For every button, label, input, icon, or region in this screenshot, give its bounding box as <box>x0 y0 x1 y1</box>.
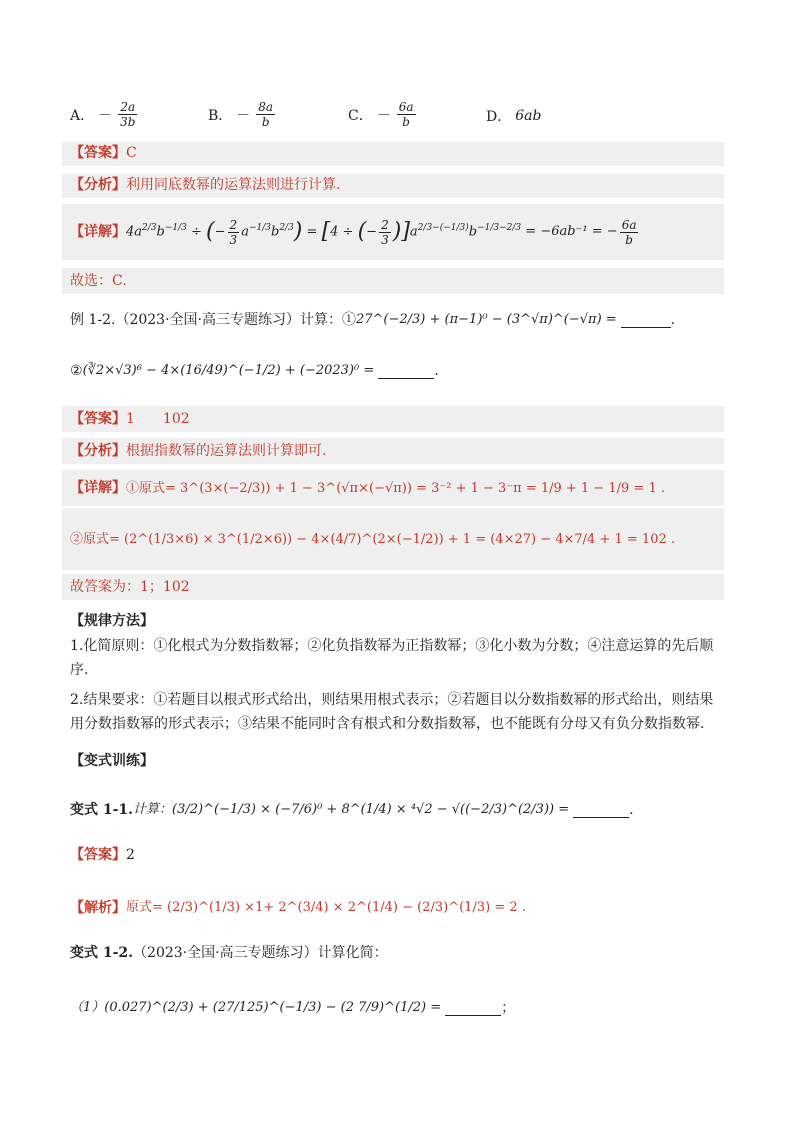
variant-1-1-answer: 【答案】2 <box>70 847 135 863</box>
answer-line-2: 【答案】1 102 <box>62 406 724 432</box>
option-b: B． － $\frac{8a}{b}$ <box>208 100 274 129</box>
answer-line: 【答案】C <box>62 142 724 166</box>
answer-blank-2[interactable] <box>378 364 434 379</box>
answer-blank-3[interactable] <box>573 803 629 818</box>
example-1-2: 例 1-2.（2023·全国·高三专题练习）计算：① 27^(−2/3) + (π−1)⁰ − (3^√π)^(−√π) = . <box>70 312 676 328</box>
variant-1-1-solution: 【解析】 原式= (2/3)^(1/3) ×1+ 2^(3/4) × 2^(1/4) − (2/3)^(1/3) = 2 . <box>70 900 526 916</box>
answer-blank-4[interactable] <box>445 1001 501 1016</box>
analysis-line-2: 【分析】根据指数幂的运算法则计算即可. <box>62 438 724 464</box>
rules-p1: 1.化简原则：①化根式为分数指数幂；②化负指数幂为正指数幂；③化小数为分数；④注意运算的先后顺序. <box>70 638 714 678</box>
variant-1-1: 变式 1-1. 计算：(3/2)^(−1/3) × (−7/6)⁰ + 8^(1/4) × ⁴√2 − √((−2/3)^(2/3)) = . <box>70 802 634 818</box>
detail-line: 【详解】 $4a^{2/3}b^{-1/3}$ ÷ (− $\frac{2}{3}$ $a^{-1/3}b^{2/3}) = [4$ ÷ (− $\frac{2}{3}$ )]$a^{2/3-(-1/3)}b^{-1/3-2/3}$ = −6ab⁻¹ = − $\frac{6a}{b}$ <box>62 204 724 260</box>
variant-1-2: 变式 1-2.（2023·全国·高三专题练习）计算化简： <box>70 945 388 961</box>
conclusion-line-2: 故答案为：1；102 <box>62 574 724 600</box>
rules-p2: 2.结果要求：①若题目以根式形式给出，则结果用根式表示；②若题目以分数指数幂的形式给出，则结果用分数指数幂的形式表示；③结果不能同时含有根式和分数指数幂，也不能既有分母又有负分数指数幂. <box>70 692 714 732</box>
variant-title: 【变式训练】 <box>70 753 154 769</box>
detail-line-2a: 【详解】①原式= 3^(3×(−2/3)) + 1 − 3^(√π×(−√π)) = 3⁻² + 1 − 3⁻π = 1/9 + 1 − 1/9 = 1 . <box>62 470 724 506</box>
rules-title: 【规律方法】 <box>70 613 154 629</box>
detail-line-2b: ②原式= (2^(1/3×6) × 3^(1/2×6)) − 4×(4/7)^(2×(−1/2)) + 1 = (4×27) − 4×7/4 + 1 = 102 . <box>62 508 724 570</box>
option-a: A． － $\frac{2a}{3b}$ <box>70 100 136 129</box>
analysis-line: 【分析】利用同底数幂的运算法则进行计算. <box>62 174 724 198</box>
option-d: D． 6ab <box>486 108 542 125</box>
option-c: C． － $\frac{6a}{b}$ <box>348 100 414 129</box>
variant-1-2-item1: （1）(0.027)^(2/3) + (27/125)^(−1/3) − (2 7/9)^(1/2) = ； <box>70 1000 516 1016</box>
conclusion-line: 故选：C. <box>62 268 724 294</box>
example-1-2-item2: ② (∛2×√3)⁶ − 4×(16/49)^(−1/2) + (−2023)⁰ = . <box>70 363 439 379</box>
answer-blank[interactable] <box>621 313 671 328</box>
